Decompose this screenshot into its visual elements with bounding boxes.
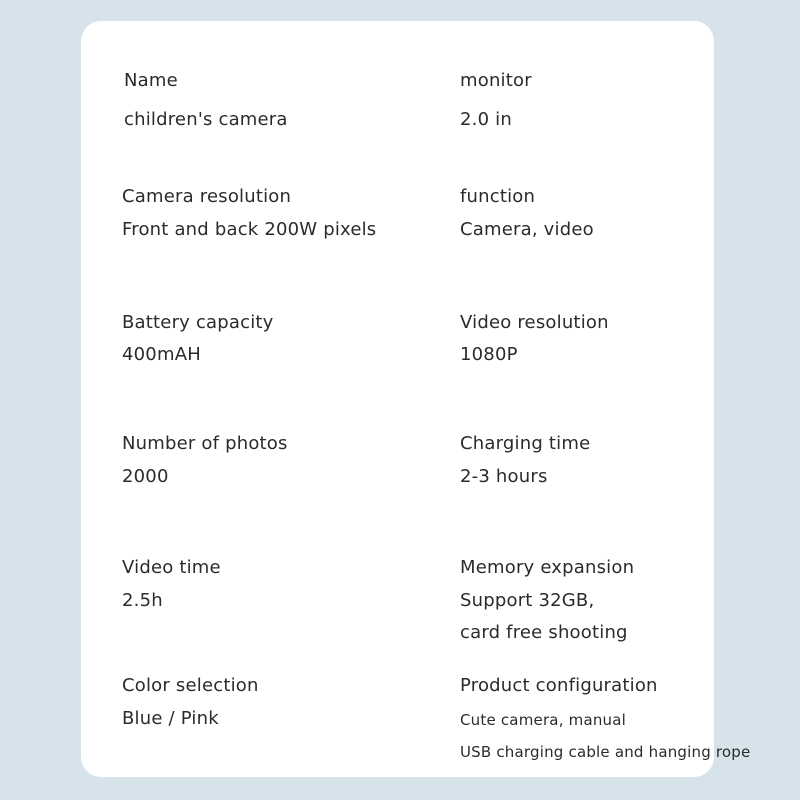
monitor-value: 2.0 in — [460, 109, 512, 130]
number-of-photos-label: Number of photos — [122, 433, 288, 454]
charging-time-label: Charging time — [460, 433, 591, 454]
function-value: Camera, video — [460, 219, 594, 240]
video-resolution-label: Video resolution — [460, 312, 609, 333]
memory-expansion-label: Memory expansion — [460, 557, 635, 578]
video-resolution-value: 1080P — [460, 344, 518, 365]
color-selection-value: Blue / Pink — [122, 708, 219, 729]
video-time-label: Video time — [122, 557, 221, 578]
product-configuration-label: Product configuration — [460, 675, 658, 696]
product-configuration-value-line1: Cute camera, manual — [460, 711, 627, 729]
camera-resolution-label: Camera resolution — [122, 186, 292, 207]
color-selection-label: Color selection — [122, 675, 259, 696]
battery-capacity-label: Battery capacity — [122, 312, 274, 333]
name-value: children's camera — [124, 109, 288, 130]
number-of-photos-value: 2000 — [122, 466, 169, 487]
video-time-value: 2.5h — [122, 590, 163, 611]
charging-time-value: 2-3 hours — [460, 466, 548, 487]
function-label: function — [460, 186, 536, 207]
product-configuration-value-line2: USB charging cable and hanging rope — [460, 743, 751, 761]
name-label: Name — [124, 70, 178, 91]
monitor-label: monitor — [460, 70, 532, 91]
memory-expansion-value-line2: card free shooting — [460, 622, 628, 643]
spec-card — [81, 21, 714, 777]
battery-capacity-value: 400mAH — [122, 344, 201, 365]
memory-expansion-value-line1: Support 32GB, — [460, 590, 595, 611]
camera-resolution-value: Front and back 200W pixels — [122, 219, 377, 240]
